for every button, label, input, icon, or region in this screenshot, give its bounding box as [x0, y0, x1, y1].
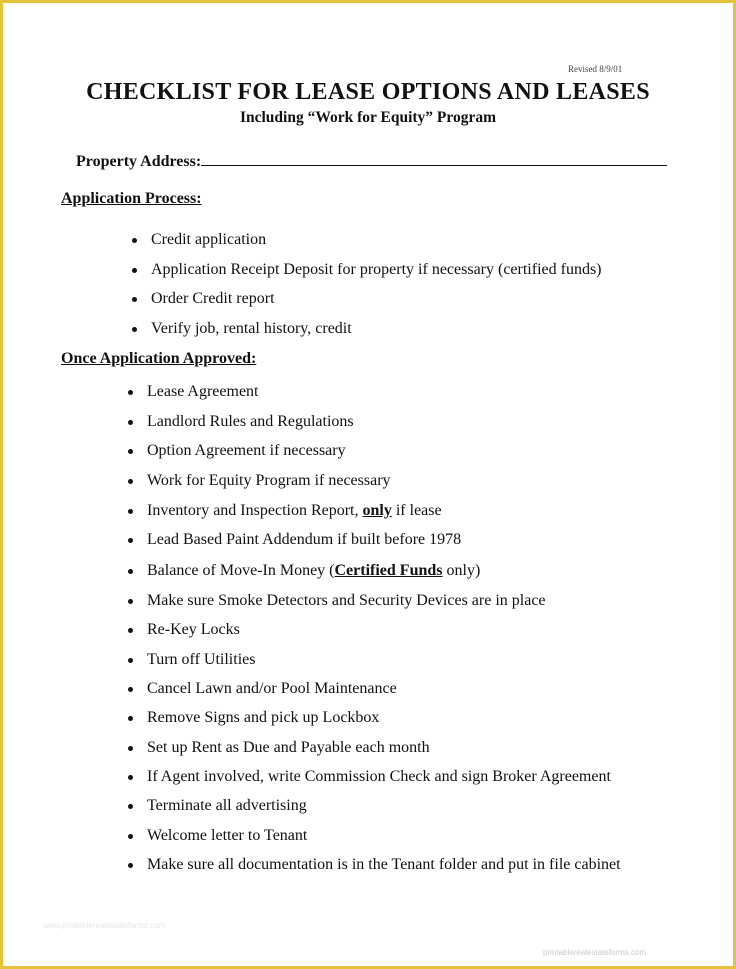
list-item — [147, 472, 391, 490]
list-item — [147, 502, 442, 520]
list-item-text: Lease Agreement — [147, 383, 259, 400]
bullet-icon — [128, 687, 133, 692]
application-process-heading: Application Process: — [61, 190, 202, 207]
bullet-icon — [128, 538, 133, 543]
once-approved-heading: Once Application Approved: — [61, 350, 257, 367]
list-item-emphasis: Certified Funds — [334, 562, 443, 579]
list-item-text: If Agent involved, write Commission Check and sign Broker Agreement — [147, 768, 611, 785]
bullet-icon — [128, 775, 133, 780]
bullet-icon — [128, 449, 133, 454]
list-item-text: Terminate all advertising — [147, 797, 307, 814]
property-address-label: Property Address: — [76, 153, 202, 170]
list-item — [147, 797, 307, 815]
bullet-icon — [132, 327, 137, 332]
bullet-icon — [128, 569, 133, 574]
bullet-icon — [132, 268, 137, 273]
list-item — [147, 680, 397, 698]
list-item-text: Option Agreement if necessary — [147, 442, 346, 459]
list-item — [151, 320, 352, 338]
list-item-text: Turn off Utilities — [147, 651, 256, 668]
list-item-text-pre: Inventory and Inspection Report, — [147, 502, 363, 519]
list-item-text: Order Credit report — [151, 290, 275, 307]
list-item — [151, 231, 266, 249]
bullet-icon — [128, 420, 133, 425]
list-item-text: Verify job, rental history, credit — [151, 320, 352, 337]
bullet-icon — [128, 509, 133, 514]
bullet-icon — [128, 479, 133, 484]
list-item — [147, 856, 621, 874]
list-item — [147, 621, 240, 639]
list-item-text: Cancel Lawn and/or Pool Maintenance — [147, 680, 397, 697]
list-item-text: Landlord Rules and Regulations — [147, 413, 354, 430]
list-item — [147, 768, 611, 786]
list-item-text-pre: Balance of Move-In Money ( — [147, 562, 335, 579]
watermark-right: printablerealestateforms.com — [543, 948, 647, 957]
list-item — [147, 827, 307, 845]
list-item — [147, 709, 379, 727]
revision-date: Revised 8/9/01 — [568, 64, 623, 74]
list-item-text-post: if lease — [391, 502, 442, 519]
list-item — [147, 651, 255, 669]
list-item — [147, 442, 346, 460]
bullet-icon — [128, 716, 133, 721]
document-title: CHECKLIST FOR LEASE OPTIONS AND LEASES — [86, 79, 650, 105]
document-subtitle: Including “Work for Equity” Program — [239, 109, 497, 126]
list-item — [147, 383, 259, 401]
list-item — [147, 739, 430, 757]
list-item-emphasis: only — [362, 502, 392, 519]
list-item-text: Re-Key Locks — [147, 621, 240, 638]
bullet-icon — [128, 658, 133, 663]
watermark-left: www.printablerealestateforms.com — [43, 921, 166, 930]
bullet-icon — [128, 863, 133, 868]
list-item — [151, 261, 602, 279]
list-item-text: Application Receipt Deposit for property if necessary (certified funds) — [151, 261, 602, 278]
list-item-text: Make sure Smoke Detectors and Security Devices are in place — [147, 592, 546, 609]
list-item — [147, 531, 461, 549]
list-item — [147, 562, 480, 580]
list-item-text: Make sure all documentation is in the Tenant folder and put in file cabinet — [147, 856, 621, 873]
bullet-icon — [128, 804, 133, 809]
bullet-icon — [128, 628, 133, 633]
list-item-text: Lead Based Paint Addendum if built before 1978 — [147, 531, 462, 548]
list-item-text: Welcome letter to Tenant — [147, 827, 308, 844]
property-address-row — [76, 150, 667, 171]
list-item-text: Set up Rent as Due and Payable each month — [147, 739, 430, 756]
list-item-text: Remove Signs and pick up Lockbox — [147, 709, 380, 726]
property-address-blank-line — [201, 150, 667, 166]
list-item-text: Credit application — [151, 231, 267, 248]
bullet-icon — [128, 599, 133, 604]
bullet-icon — [132, 297, 137, 302]
list-item — [147, 592, 546, 610]
bullet-icon — [128, 834, 133, 839]
list-item — [147, 413, 354, 431]
list-item — [151, 290, 275, 308]
list-item-text: Work for Equity Program if necessary — [147, 472, 391, 489]
list-item-text-post: only) — [442, 562, 481, 579]
bullet-icon — [128, 746, 133, 751]
bullet-icon — [132, 238, 137, 243]
document-page — [3, 3, 733, 966]
bullet-icon — [128, 390, 133, 395]
